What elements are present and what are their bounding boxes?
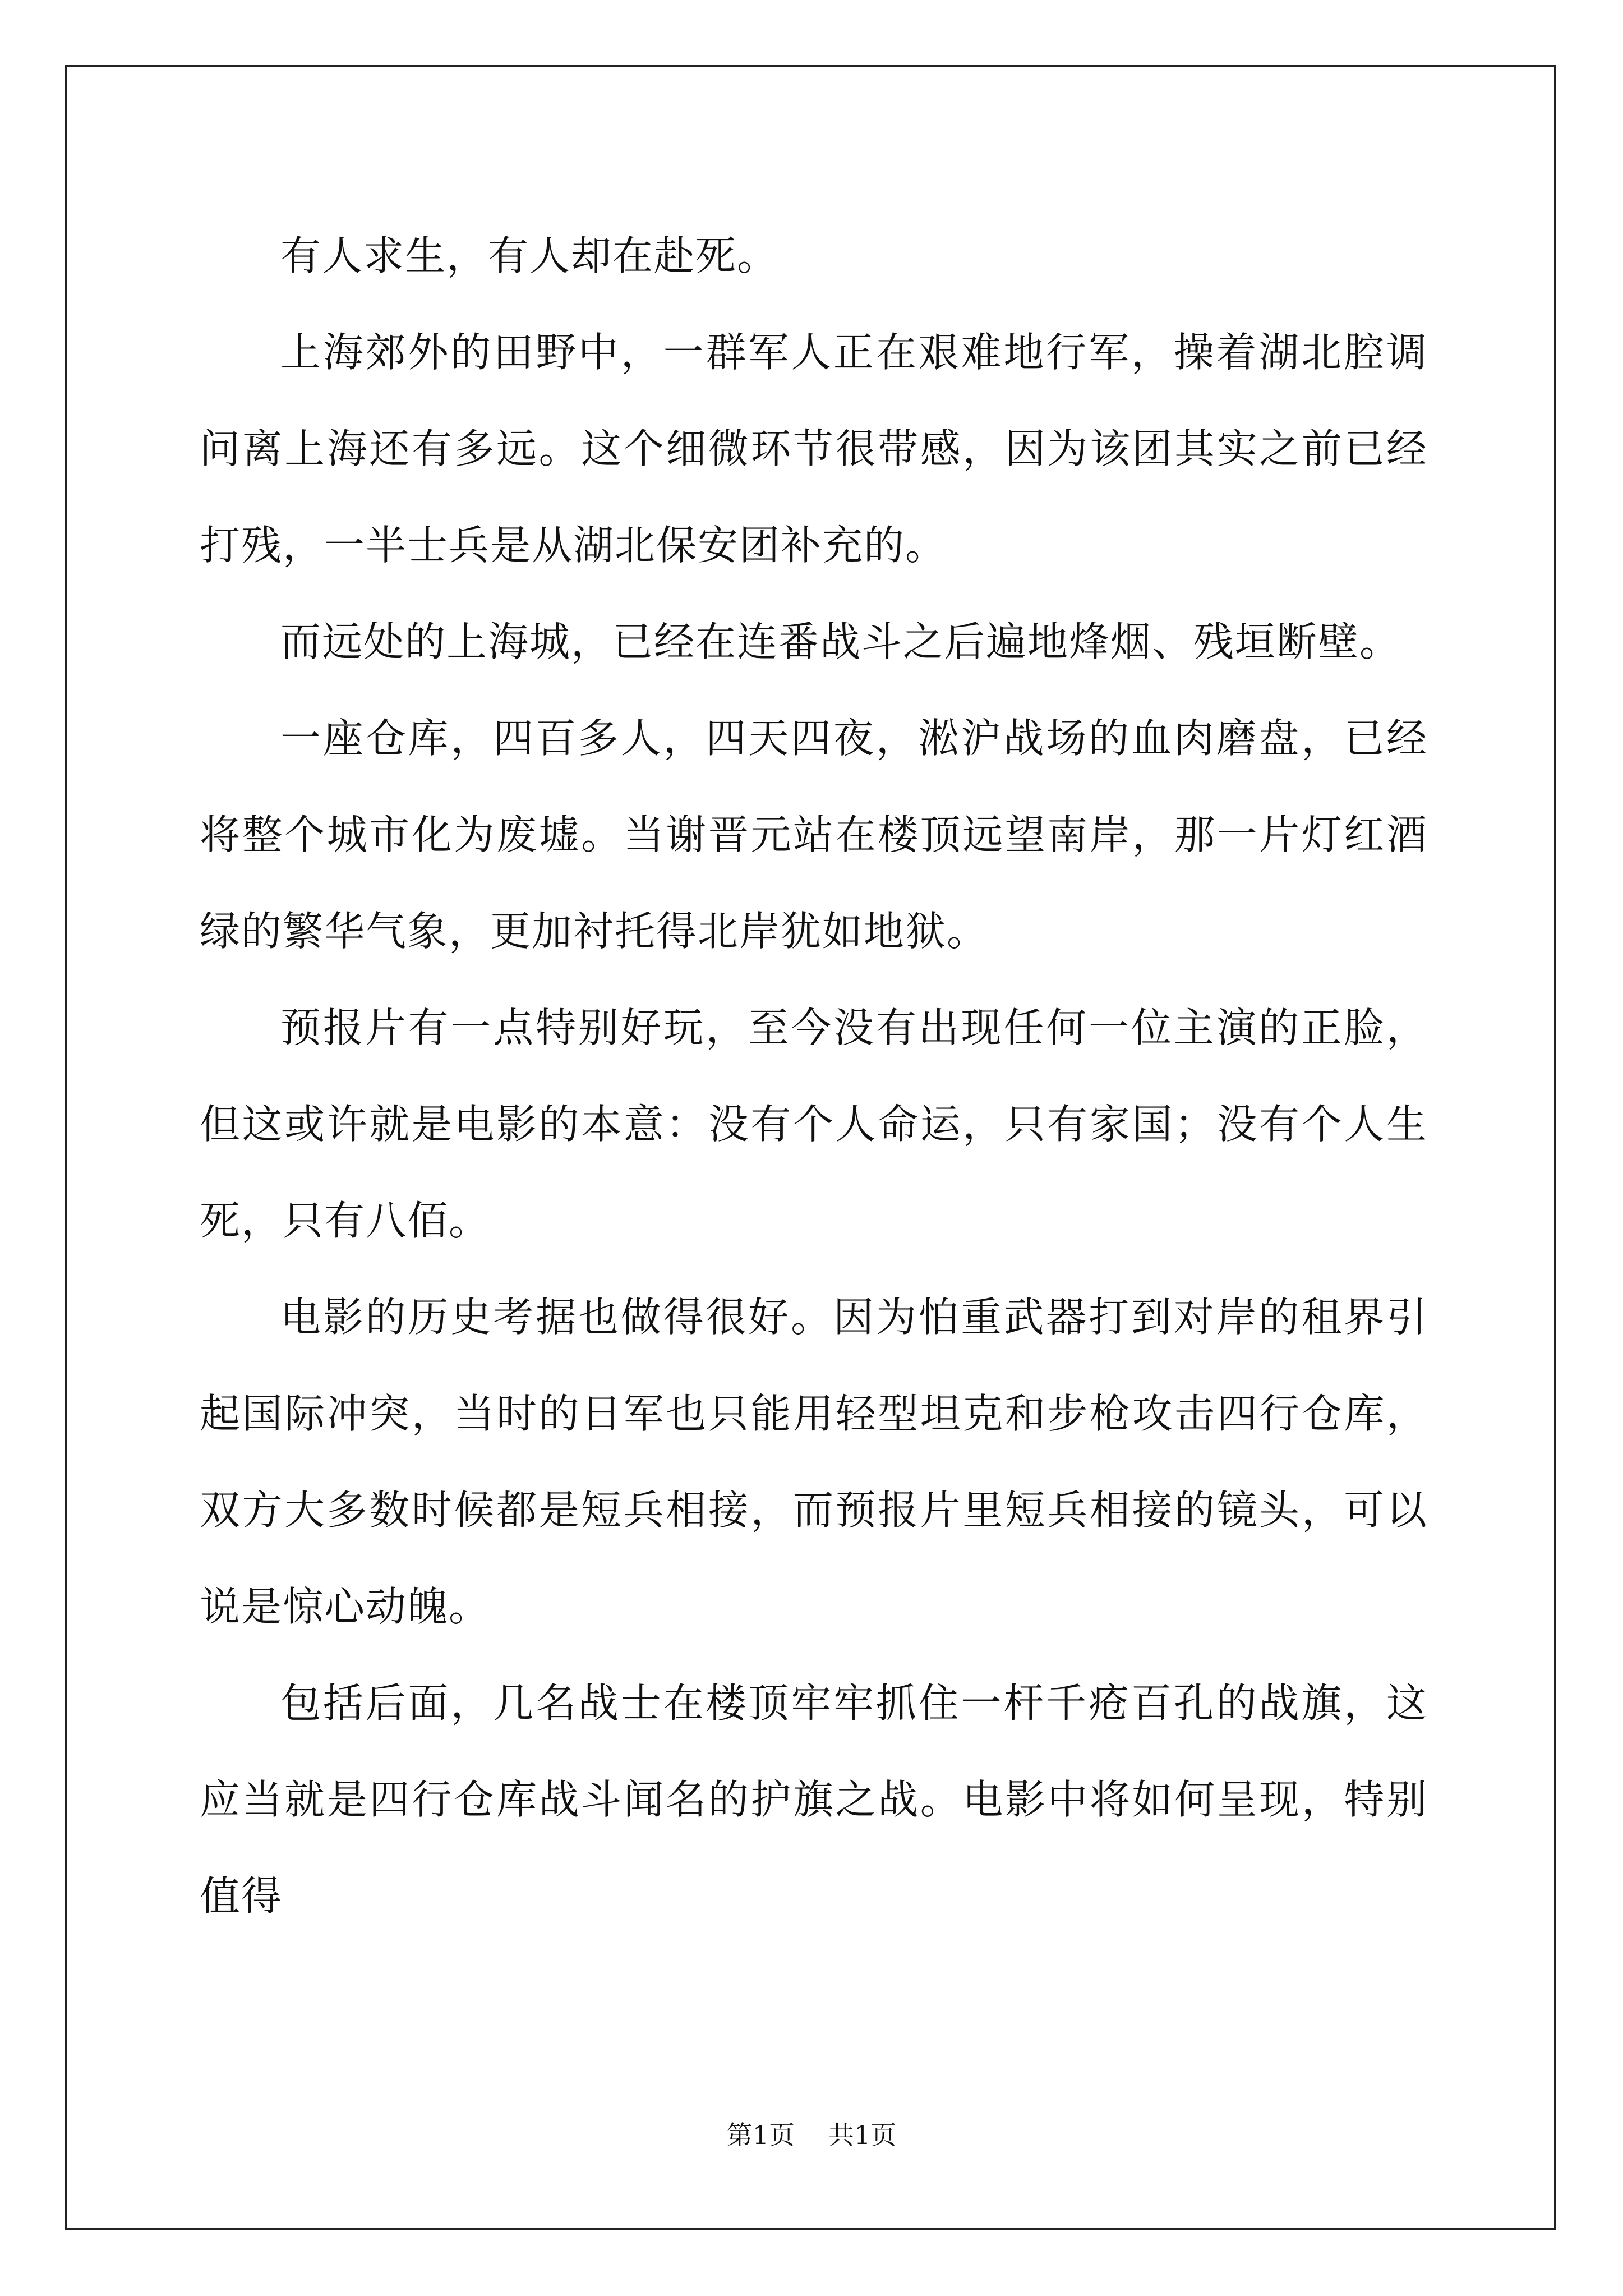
paragraph: 而远处的上海城，已经在连番战斗之后遍地烽烟、残垣断壁。: [280, 618, 1401, 665]
paragraph: 电影的历史考据也做得很好。因为怕重武器打到对岸的租界引起国际冲突，当时的日军也只能用轻型坦克和步枪攻击四行仓库，双方大多数时候都是短兵相接，而预报片里短兵相接的镜头，可以说是惊心动魄。: [200, 1294, 1428, 1630]
page-total: 共1页: [828, 2120, 897, 2150]
paragraph: 预报片有一点特别好玩，至今没有出现任何一位主演的正脸，但这或许就是电影的本意：没有个人命运，只有家国；没有个人生死，只有八佰。: [200, 1004, 1428, 1244]
paragraph: 有人求生，有人却在赴死。: [280, 232, 779, 279]
paragraph: 一座仓库，四百多人，四天四夜，淞沪战场的血肉磨盘，已经将整个城市化为废墟。当谢晋元站在楼顶远望南岸，那一片灯红酒绿的繁华气象，更加衬托得北岸犹如地狱。: [200, 715, 1428, 955]
paragraph: 上海郊外的田野中，一群军人正在艰难地行军，操着湖北腔调问离上海还有多远。这个细微环节很带感，因为该团其实之前已经打残，一半士兵是从湖北保安团补充的。: [200, 329, 1428, 569]
page-footer: [0, 2118, 1623, 2152]
paragraph: 包括后面，几名战士在楼顶牢牢抓住一杆千疮百孔的战旗，这应当就是四行仓库战斗闻名的护旗之战。电影中将如何呈现，特别值得: [200, 1680, 1428, 1920]
page-number: 第1页: [726, 2120, 795, 2150]
document-body: [200, 208, 1428, 1944]
